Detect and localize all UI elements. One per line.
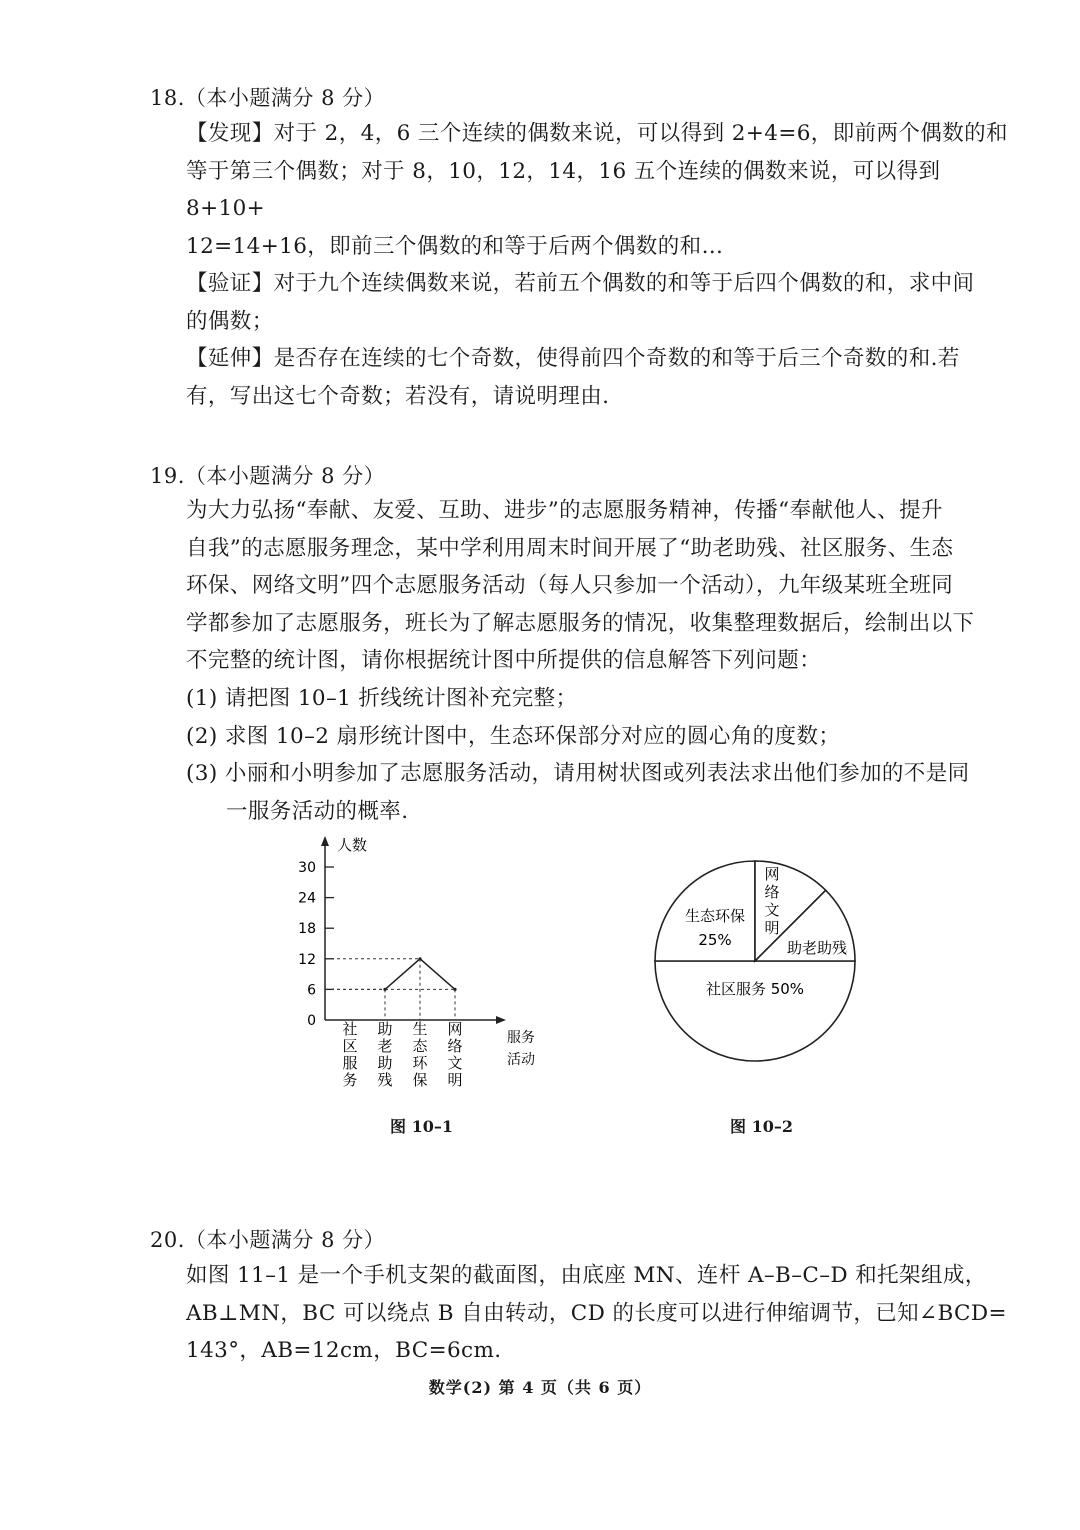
- y-tick-label: 24: [298, 890, 316, 907]
- page-footer: 数学(2) 第 4 页（共 6 页）: [428, 1378, 652, 1397]
- x-category-label: 助老助残: [377, 1020, 393, 1089]
- q19-sub-1: (1) 请把图 10–1 折线统计图补充完整；: [186, 686, 578, 711]
- x-axis-arrow: [496, 1016, 506, 1024]
- q18-discover-line-2: 等于第三个偶数；对于 8，10，12，14，16 五个连续的偶数来说，可以得到 8+10+: [186, 158, 941, 221]
- q20-line-1: 如图 11–1 是一个手机支架的截面图，由底座 MN、连杆 A–B–C–D 和托架组成，: [186, 1263, 987, 1288]
- data-point: [383, 988, 386, 991]
- pie-chart-10-2: [630, 848, 890, 1078]
- q18-body: [186, 115, 1016, 415]
- y-tick-label: 12: [298, 951, 316, 968]
- y-axis-arrow: [321, 836, 329, 846]
- q19-heading: 19.（本小题满分 8 分）: [150, 464, 386, 488]
- q19-line-5: 不完整的统计图，请你根据统计图中所提供的信息解答下列问题：: [186, 648, 822, 673]
- q19-line-1: 为大力弘扬“奉献、友爱、互助、进步”的志愿服务精神，传播“奉献他人、提升: [186, 498, 943, 523]
- x-category-label: 生态环保: [412, 1020, 428, 1089]
- data-point: [453, 988, 456, 991]
- q18-extend-line-2: 有，写出这七个奇数；若没有，请说明理由.: [186, 383, 610, 409]
- q20-line-3: 143°，AB=12cm，BC=6cm.: [186, 1338, 502, 1363]
- q19-line-3: 环保、网络文明”四个志愿服务活动（每人只参加一个活动），九年级某班全班同: [186, 573, 954, 598]
- q18-discover-line-3: 12=14+16，即前三个偶数的和等于后两个偶数的和…: [186, 233, 724, 259]
- q20-line-2: AB⊥MN，BC 可以绕点 B 自由转动，CD 的长度可以进行伸缩调节，已知∠BCD=: [186, 1300, 1007, 1326]
- q19-line-4: 学都参加了志愿服务，班长为了解志愿服务的情况，收集整理数据后，绘制出以下: [186, 610, 975, 636]
- chart-10-2-caption: 图 10–2: [730, 1117, 793, 1136]
- q19-body: [186, 492, 1016, 680]
- q19-sub-2: (2) 求图 10–2 扇形统计图中，生态环保部分对应的圆心角的度数；: [186, 723, 841, 749]
- y-tick-label: 0: [307, 1013, 316, 1029]
- y-tick-label: 30: [298, 860, 316, 876]
- pie-label-eco-pct: 25%: [698, 931, 732, 949]
- q19-line-2: 自我”的志愿服务理念，某中学利用周末时间开展了“助老助残、社区服务、生态: [186, 535, 954, 561]
- q18-heading: 18.（本小题满分 8 分）: [150, 86, 386, 110]
- pie-label-network: 网络文明: [764, 865, 780, 937]
- x-axis-label: 服务活动: [507, 1030, 535, 1068]
- pie-slice: [655, 961, 855, 1061]
- q19-sub-3b: 一服务活动的概率.: [226, 798, 409, 824]
- q19-subquestions: [186, 680, 1016, 830]
- pie-label-elderly: 助老助残: [786, 939, 848, 957]
- x-category-label: 社区服务: [342, 1020, 358, 1089]
- pie-label-eco: 生态环保: [684, 907, 746, 925]
- q18-verify-line-2: 的偶数；: [186, 308, 274, 334]
- q18-discover-line-1: 【发现】对于 2，4，6 三个连续的偶数来说，可以得到 2+4=6，即前两个偶数的和: [186, 121, 1008, 146]
- y-tick-label: 6: [307, 982, 316, 999]
- data-point: [418, 957, 421, 960]
- chart-10-1-caption: 图 10–1: [390, 1117, 453, 1136]
- line-chart-10-1: [270, 830, 570, 1130]
- q20-body: [186, 1257, 1016, 1370]
- y-axis-label: 人数: [337, 836, 368, 854]
- q18-verify-line-1: 【验证】对于九个连续偶数来说，若前五个偶数的和等于后四个偶数的和，求中间: [186, 271, 975, 296]
- q19-sub-3a: (3) 小丽和小明参加了志愿服务活动，请用树状图或列表法求出他们参加的不是同: [186, 761, 970, 786]
- y-tick-label: 18: [298, 921, 316, 938]
- q18-extend-line-1: 【延伸】是否存在连续的七个奇数，使得前四个奇数的和等于后三个奇数的和.若: [186, 346, 960, 371]
- pie-label-community: 社区服务 50%: [705, 980, 805, 998]
- q20-heading: 20.（本小题满分 8 分）: [150, 1228, 386, 1252]
- x-category-label: 网络文明: [447, 1020, 463, 1089]
